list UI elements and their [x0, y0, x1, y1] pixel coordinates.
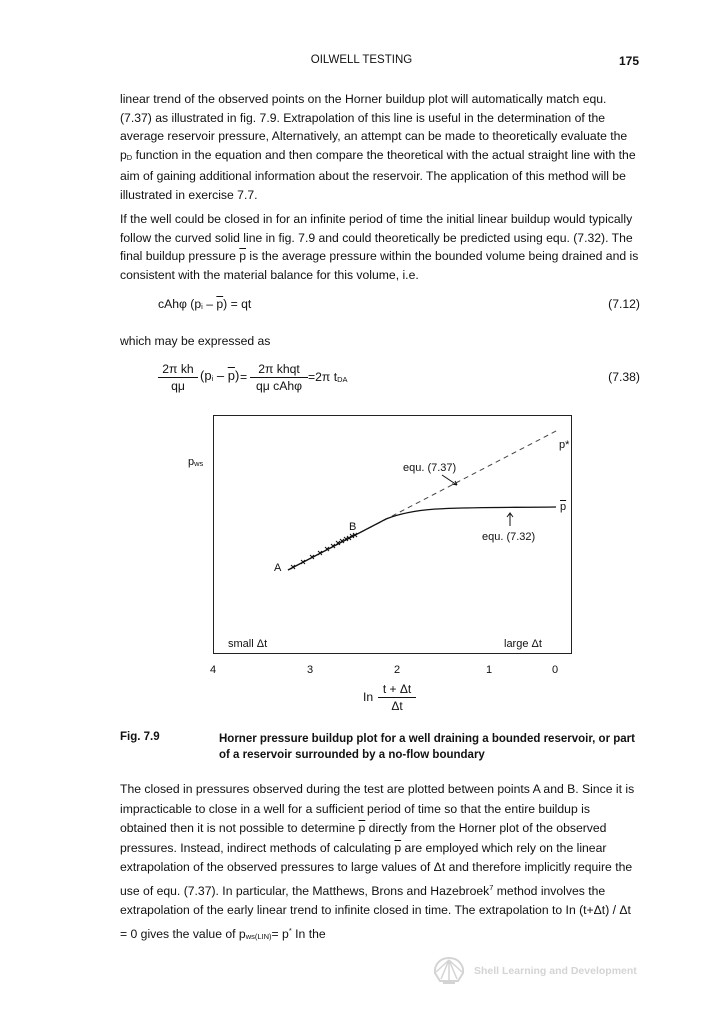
equation-number-7-38: (7.38): [608, 370, 640, 384]
label-equ-732: equ. (7.32): [482, 531, 536, 543]
x-tick: 1: [486, 664, 493, 676]
equation-number-7-12: (7.12): [608, 297, 640, 311]
pws-lin-sub: ws(LIN): [245, 931, 272, 941]
eq712-rhs: ) = qt: [223, 297, 252, 311]
x-tick: 3: [307, 664, 314, 676]
paragraph-1: [120, 90, 640, 204]
eq738-paren-sub: i: [211, 374, 214, 383]
eq738-paren-mid: –: [213, 368, 225, 383]
eq738-equals: =: [240, 370, 248, 384]
x-tick: 4: [210, 664, 217, 676]
eq738-fraction-1: [158, 362, 198, 393]
paragraph-2-text-a: If the well could be closed in for an infinite period of time the initial linear buildup would typically follow the curved solid line in fig. 7.9 and could theoretically be predicted using equ. (7.32). The final buildup pressure: [120, 212, 633, 263]
pbar-symbol: $\overline{p}$: [394, 840, 402, 855]
paragraph-2: [120, 210, 640, 284]
shell-logo-icon: [432, 956, 466, 986]
eq712-mid: –: [202, 297, 217, 311]
x-axis-fraction: [378, 682, 416, 713]
page-number: 175: [618, 54, 639, 68]
paragraph-3-text-d: method involves the extrapolation of the early linear trend to infinite closed in time. The extrapolation to In (t+Δt) / Δt = 0 gives the value of p: [120, 883, 631, 941]
eq712-sub: i: [201, 302, 203, 311]
eq738-paren-close: ): [234, 368, 240, 383]
label-p-bar: $\overline{p}$: [560, 501, 567, 513]
horner-plot-frame: [213, 415, 572, 654]
x-axis-den: Δt: [391, 699, 403, 713]
x-tick: 2: [394, 664, 401, 676]
y-axis-label: [188, 456, 203, 468]
footer-text: Shell Learning and Development: [474, 965, 637, 977]
paragraph-3-text-a: The closed in pressures observed during the test are plotted between points A and B. Since it is impracticable to close in a well for a sufficient period of time so that the entire buildup is obtained then it is not possible to determine: [120, 782, 635, 835]
pbar-symbol: $\overline{p}$: [358, 821, 366, 835]
label-large-dt: large Δt: [504, 638, 542, 650]
label-point-A: A: [274, 562, 282, 574]
eq738-rhs-text: =2π t: [308, 370, 338, 384]
eq712-pbar: $\overline{p}$: [216, 297, 224, 311]
paragraph-3-text-e: = p: [271, 926, 289, 941]
x-axis-num: t + Δt: [378, 682, 416, 698]
figure-caption-text: Horner pressure buildup plot for a well draining a bounded reservoir, or part of a reservoir surrounded by a no-flow boundary: [219, 733, 635, 761]
pd-symbol: [120, 148, 132, 162]
equation-7-12: [158, 297, 251, 311]
paragraph-3-text-f: In the: [295, 926, 326, 941]
eq738-f1-den: qμ: [171, 379, 185, 393]
y-axis-sub: ws: [194, 459, 204, 468]
x-axis-ln: In: [363, 690, 374, 704]
paragraph-3-text-c: are employed which rely on the linear extrapolation of the observed pressures to large values of Δt and therefore implicitly require the use of equ. (7.37). In particular, the Matthews, Brons and Hazebroek: [120, 840, 633, 898]
label-p-star: p*: [559, 439, 570, 451]
pd-sub: D: [126, 152, 133, 162]
label-equ-737: equ. (7.37): [403, 462, 457, 474]
eq712-lhs: cAhφ (p: [158, 297, 202, 311]
eq738-rhs: [308, 370, 348, 384]
figure-caption-label: Fig. 7.9: [120, 731, 160, 743]
paragraph-3-text-b: directly from the Horner plot of the observed pressures. Instead, indirect methods of calculating: [120, 821, 607, 855]
pstar-superscript: *: [288, 925, 292, 935]
which-text: which may be expressed as: [120, 334, 271, 348]
eq738-rhs-sub: DA: [337, 375, 348, 384]
eq738-f2-num: 2π khqt: [250, 362, 308, 378]
eq738-pbar: $\overline{p}$: [227, 368, 235, 383]
footer-brand: [432, 956, 637, 986]
paragraph-1-text: linear trend of the observed points on the Horner buildup plot will automatically match equ. (7.37) as illustrated in fig. 7.9. Extrapolation of this line is useful in the determination of the average reservoir pressure, Alternatively, an attempt can be made to theoretically evaluate the: [120, 92, 628, 143]
eq738-paren: [200, 368, 239, 383]
eq738-f1-num: 2π kh: [158, 362, 198, 378]
y-axis-p: p: [188, 456, 195, 468]
running-header: OILWELL TESTING: [310, 54, 413, 66]
equ737-pointer-line: [442, 475, 457, 485]
pbar-symbol: $\overline{p}$: [239, 249, 247, 263]
eq738-f2-den: qμ cAhφ: [255, 379, 303, 393]
reference-superscript: 7: [489, 882, 494, 892]
paragraph-1-end: function in the equation and then compare the theoretical with the actual straight line with the aim of gaining additional information about the reservoir. The application of this method will be illustrated in exercise 7.7.: [120, 147, 636, 202]
pd-p: p: [120, 147, 127, 162]
x-tick: 0: [552, 664, 559, 676]
label-point-B: B: [349, 521, 357, 533]
eq738-paren-a: (p: [200, 368, 212, 383]
eq738-fraction-2: [250, 362, 308, 393]
paragraph-2-text-b: is the average pressure within the bounded volume being drained and is consistent with the material balance for this volume, i.e.: [120, 249, 639, 282]
paragraph-3: [120, 780, 640, 946]
label-small-dt: small Δt: [228, 638, 268, 650]
